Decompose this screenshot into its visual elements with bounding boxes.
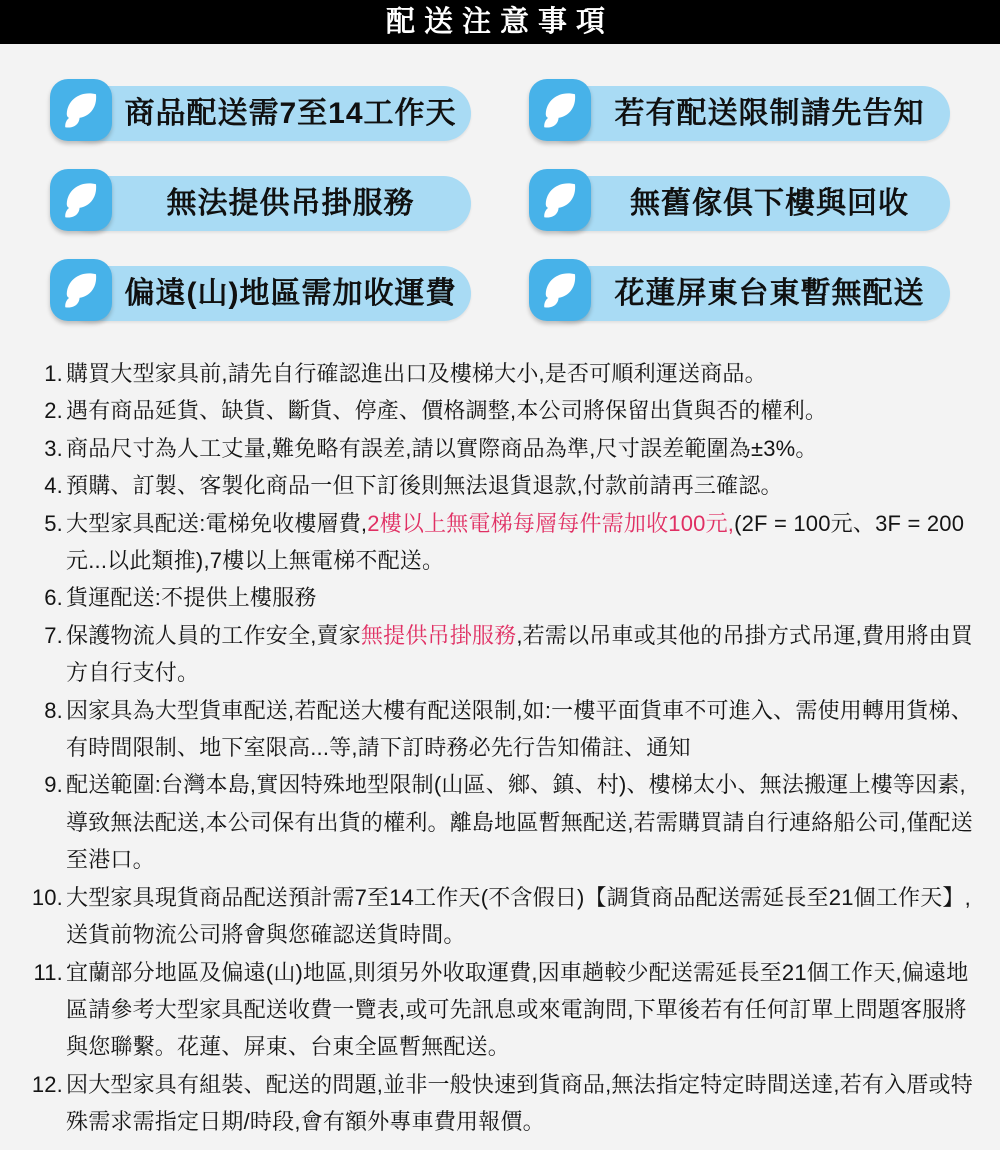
note-item (22, 505, 976, 580)
note-number: 7. (44, 622, 63, 648)
badge-pill (62, 176, 471, 231)
badge-pill (62, 86, 471, 141)
note-item (22, 766, 976, 878)
note-item (22, 954, 976, 1066)
page-title: 配送注意事項 (385, 5, 614, 38)
badge-no-hanging-service (50, 169, 471, 231)
note-number: 2. (44, 398, 63, 424)
badge-label: 偏遠(山)地區需加收運費 (124, 276, 457, 310)
badge-no-delivery-east-taiwan (529, 259, 950, 321)
note-text: 因大型家具有組裝、配送的問題,並非一般快速到貨商品,無法指定特定時間送達,若有入厝或特殊需求需指定日期/時段,會有額外專車費用報價。 (66, 1071, 973, 1135)
badge-label: 無法提供吊掛服務 (166, 186, 415, 220)
note-number: 5. (44, 510, 63, 536)
badge-pill (541, 86, 950, 141)
header-bar (0, 0, 1000, 44)
note-text: 因家具為大型貨車配送,若配送大樓有配送限制,如:一樓平面貨車不可進入、需使用轉用貨梯、有時間限制、地下室限高...等,請下訂時務必先行告知備註、通知 (66, 697, 973, 761)
badge-restriction-notice (529, 79, 950, 141)
badge-label: 若有配送限制請先告知 (614, 96, 925, 130)
note-item (22, 355, 976, 392)
badge-remote-area-fee (50, 259, 471, 321)
note-highlight: 無提供吊掛服務 (360, 622, 517, 648)
badge-label: 商品配送需7至14工作天 (124, 96, 457, 130)
leaf-icon (50, 169, 112, 231)
badge-no-old-furniture-recycle (529, 169, 950, 231)
note-number: 12. (31, 1071, 63, 1097)
leaf-icon (529, 169, 591, 231)
leaf-icon (529, 259, 591, 321)
note-text: 貨運配送:不提供上樓服務 (66, 585, 317, 611)
note-number: 3. (44, 435, 63, 461)
leaf-icon (529, 79, 591, 141)
note-number: 10. (31, 884, 63, 910)
note-item (22, 692, 976, 767)
badge-label: 無舊傢俱下樓與回收 (630, 186, 909, 220)
note-item (22, 579, 976, 616)
note-item (22, 430, 976, 467)
note-item (22, 879, 976, 954)
note-item (22, 392, 976, 429)
note-text: 商品尺寸為人工丈量,難免略有誤差,請以實際商品為準,尺寸誤差範圍為±3%。 (66, 435, 818, 461)
badge-label: 花蓮屏東台東暫無配送 (614, 276, 925, 310)
note-number: 6. (44, 585, 63, 611)
note-text: 宜蘭部分地區及偏遠(山)地區,則須另外收取運費,因車趟較少配送需延長至21個工作天,偏遠地區請參考大型家具配送收費一覽表,或可先訊息或來電詢問,下單後若有任何訂單上問題客服將與您聯繫。花蓮、屏東、台東全區暫無配送。 (66, 959, 969, 1060)
note-text: 大型家具配送:電梯免收樓層費,2樓以上無電梯每層每件需加收100元,(2F = 100元、3F = 200元...以此類推),7樓以上無電梯不配送。 (66, 510, 965, 574)
note-highlight: 2樓以上無電梯每層每件需加收100元, (367, 510, 735, 536)
leaf-icon (50, 259, 112, 321)
delivery-notes-list (0, 355, 1000, 1141)
note-item (22, 617, 976, 692)
note-number: 11. (33, 959, 63, 985)
note-text: 大型家具現貨商品配送預計需7至14工作天(不含假日)【調貨商品配送需延長至21個工作天】,送貨前物流公司將會與您確認送貨時間。 (66, 884, 971, 948)
note-text: 購買大型家具前,請先自行確認進出口及樓梯大小,是否可順利運送商品。 (66, 361, 767, 386)
note-number: 9. (44, 772, 63, 798)
note-item (22, 1066, 976, 1141)
leaf-icon (50, 79, 112, 141)
note-text: 預購、訂製、客製化商品一但下訂後則無法退貨退款,付款前請再三確認。 (66, 473, 783, 499)
badge-pill (62, 266, 471, 321)
note-number: 1. (44, 361, 63, 386)
note-text: 保護物流人員的工作安全,賣家無提供吊掛服務,若需以吊車或其他的吊掛方式吊運,費用將由買方自行支付。 (66, 622, 973, 686)
badge-delivery-days (50, 79, 471, 141)
badges-grid (0, 44, 1000, 321)
note-number: 4. (44, 473, 63, 499)
badge-pill (541, 176, 950, 231)
note-number: 8. (44, 697, 63, 723)
note-item (22, 467, 976, 504)
note-text: 遇有商品延貨、缺貨、斷貨、停產、價格調整,本公司將保留出貨與否的權利。 (66, 398, 828, 424)
note-text: 配送範圍:台灣本島,實因特殊地型限制(山區、鄉、鎮、村)、樓梯太小、無法搬運上樓等因素,導致無法配送,本公司保有出貨的權利。離島地區暫無配送,若需購買請自行連絡船公司,僅配送至港口。 (66, 772, 973, 873)
badge-pill (541, 266, 950, 321)
